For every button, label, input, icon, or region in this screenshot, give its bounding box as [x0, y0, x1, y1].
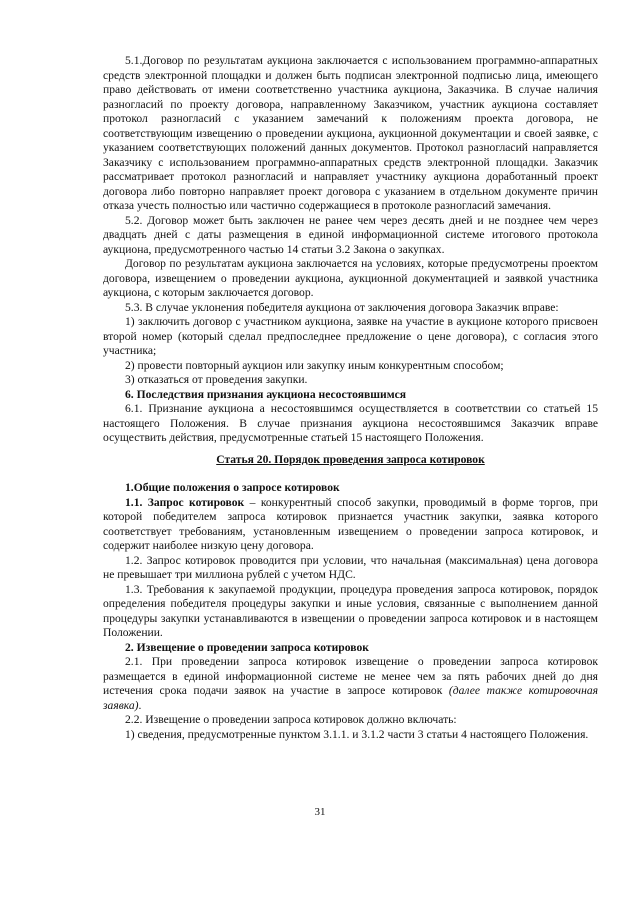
paragraph-1-2: 1.2. Запрос котировок проводится при условии, что начальная (максимальная) цена договора не превышает три миллиона рублей с учетом НДС. [103, 553, 598, 581]
paragraph-2-1-text: 2.1. При проведении запроса котировок извещение о проведении запроса котировок размещается в единой информационной системе не менее чем за пять рабочих дней до дня истечения срока подачи заявок на участие в запросе котировок [103, 655, 598, 697]
list-item-2: 2) провести повторный аукцион или закупку иным конкурентным способом; [125, 358, 504, 372]
paragraph-contract-terms: Договор по результатам аукциона заключается на условиях, которые предусмотрены проектом договора, извещением о проведении аукциона, аукционной документацией и заявкой участника аукциона, с которым заключается договор. [103, 257, 598, 299]
section-heading-2: 2. Извещение о проведении запроса котировок [125, 640, 369, 654]
list-item-1: 1) заключить договор с участником аукциона, заявке на участие в аукционе которого присвоен второй номер (который сделал предпоследнее предложение о цене договора), с согласия этого участника; [103, 315, 598, 357]
paragraph-2-1 [103, 655, 598, 713]
paragraph-5-1: 5.1.Договор по результатам аукциона заключается с использованием программно-аппаратных средств электронной площадки и должен быть подписан электронной подписью лица, имеющего право действовать от имени соответственно участника аукциона, Заказчика. В случае наличия разногласий по проекту договора, направленному Заказчиком, участник аукциона составляет протокол разногласий с указанием замечаний к положениям проекта договора, не соответствующим извещению о проведении аукциона, аукционной документации и своей заявке, с указанием соответствующих положений данных документов. Протокол разногласий направляется Заказчику с использованием программно-аппаратных средств электронной площадки. Заказчик рассматривает протокол разногласий и направляет участнику аукциона доработанный проект договора либо повторно направляет проект договора с указанием в отдельном документе причин отказа учесть полностью или частично содержащиеся в протоколе разногласий замечания. [103, 54, 598, 212]
page-number: 31 [314, 806, 326, 818]
paragraph-2-1-italic: (далее также котировочная заявка) [103, 684, 599, 712]
paragraph-5-2: 5.2. Договор может быть заключен не ранее чем через десять дней и не позднее чем через двадцать дней с даты размещения в единой информационной системе итогового протокола аукциона, предусмотренного частью 14 статьи 3.2 Закона о закупках. [103, 213, 598, 256]
section-heading-6: 6. Последствия признания аукциона несостоявшимся [125, 387, 407, 401]
section-heading-1: 1.Общие положения о запросе котировок [125, 481, 340, 494]
spacer [103, 467, 598, 481]
paragraph-2-1-end: . [138, 698, 142, 712]
paragraph-6-1: 6.1. Признание аукциона а несостоявшимся осуществляется в соответствии со статьей 15 настоящего Положения. В случае признания аукциона несостоявшимся Заказчик вправе осуществить действия, предусмотренные статьей 15 настоящего Положения. [103, 402, 598, 444]
paragraph-1-1-text: – конкурентный способ закупки, проводимый в форме торгов, при которой победителем запроса котировок признается участник закупки, заявка которого соответствует требованиям, установленным извещением о проведении запроса котировок, и содержит наиболее низкую цену договора. [103, 495, 598, 552]
paragraph-2-2-item-1: 1) сведения, предусмотренные пунктом 3.1.1. и 3.1.2 части 3 статьи 4 настоящего Положения. [125, 727, 589, 741]
page-content [103, 54, 598, 742]
paragraph-1-1 [103, 496, 598, 554]
article-title: Статья 20. Порядок проведения запроса котировок [216, 452, 485, 466]
paragraph-5-3: 5.3. В случае уклонения победителя аукциона от заключения договора Заказчик вправе: [125, 300, 559, 314]
paragraph-2-2: 2.2. Извещение о проведении запроса котировок должно включать: [125, 713, 457, 726]
paragraph-1-3: 1.3. Требования к закупаемой продукции, процедура проведения запроса котировок, порядок определения победителя процедуры закупки и иные условия, связанные с выполнением данной процедуры закупки устанавливаются в извещении о проведении запроса котировок и в настоящем Положении. [103, 582, 598, 639]
term-quotation-request: 1.1. Запрос котировок [125, 495, 245, 509]
list-item-3: 3) отказаться от проведения закупки. [125, 373, 308, 386]
